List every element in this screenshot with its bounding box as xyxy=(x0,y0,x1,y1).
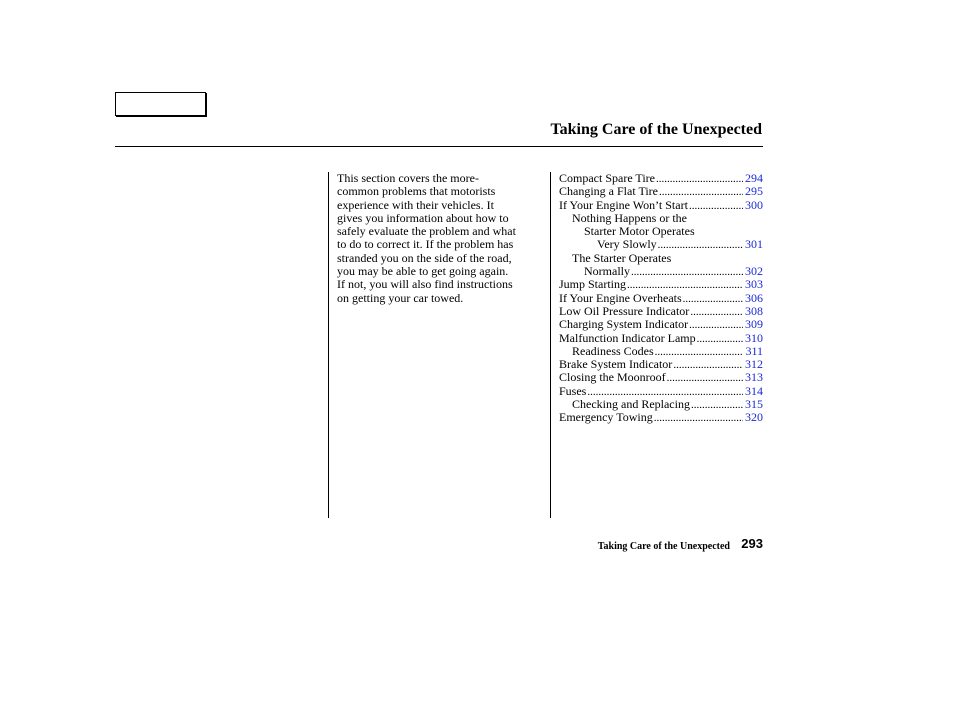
intro-line: gives you information about how to xyxy=(337,210,509,225)
toc-entry-label: Checking and Replacing xyxy=(572,397,690,412)
intro-line: safely evaluate the problem and what xyxy=(337,224,516,239)
toc-entry-label: Malfunction Indicator Lamp xyxy=(559,330,696,345)
toc-leader-dots xyxy=(697,333,743,346)
footer-section-label: Taking Care of the Unexpected xyxy=(597,541,730,552)
toc-entry[interactable] xyxy=(559,172,763,185)
toc-entry-label: Readiness Codes xyxy=(572,343,654,358)
toc-page-link[interactable]: 309 xyxy=(745,317,763,332)
toc-entry xyxy=(559,225,763,238)
toc-entry-label: Charging System Indicator xyxy=(559,317,689,332)
intro-line: stranded you on the side of the road, xyxy=(337,250,512,265)
table-of-contents xyxy=(559,172,763,425)
toc-entry[interactable] xyxy=(559,345,763,358)
toc-page-link[interactable]: 302 xyxy=(745,264,763,279)
intro-line: on getting your car towed. xyxy=(337,290,464,305)
toc-leader-dots xyxy=(689,319,743,332)
toc-entry[interactable] xyxy=(559,199,763,212)
toc-entry[interactable] xyxy=(559,305,763,318)
toc-page-link[interactable]: 320 xyxy=(745,410,763,425)
title-divider xyxy=(115,146,763,147)
toc-page-link[interactable]: 313 xyxy=(745,370,763,385)
toc-entry[interactable] xyxy=(559,332,763,345)
toc-leader-dots xyxy=(631,266,743,279)
toc-entry xyxy=(559,212,763,225)
toc-leader-dots xyxy=(689,200,743,213)
toc-entry[interactable] xyxy=(559,398,763,411)
intro-paragraph xyxy=(337,172,545,305)
toc-page-link[interactable]: 315 xyxy=(745,397,763,412)
toc-entry[interactable] xyxy=(559,278,763,291)
toc-entry-label: If Your Engine Won’t Start xyxy=(559,197,688,212)
toc-page-link[interactable]: 311 xyxy=(745,343,763,358)
page-title: Taking Care of the Unexpected xyxy=(550,121,762,138)
toc-entry[interactable] xyxy=(559,238,763,251)
intro-line: to do to correct it. If the problem has xyxy=(337,237,514,252)
toc-page-link[interactable]: 312 xyxy=(745,357,763,372)
toc-entry[interactable] xyxy=(559,318,763,331)
intro-line: This section covers the more- xyxy=(337,171,479,185)
toc-page-link[interactable]: 294 xyxy=(745,171,763,185)
toc-entry-label: Jump Starting xyxy=(559,277,627,292)
toc-entry-label: If Your Engine Overheats xyxy=(559,290,682,305)
toc-entry-label: Nothing Happens or the xyxy=(572,210,687,225)
toc-page-link[interactable]: 303 xyxy=(745,277,763,292)
toc-leader-dots xyxy=(654,412,743,425)
toc-page-link[interactable]: 306 xyxy=(745,290,763,305)
toc-page-link[interactable]: 310 xyxy=(745,330,763,345)
toc-leader-dots xyxy=(691,399,743,412)
toc-entry-label: Fuses xyxy=(559,383,587,398)
toc-leader-dots xyxy=(683,293,743,306)
intro-line: experience with their vehicles. It xyxy=(337,197,494,212)
toc-entry-label: Compact Spare Tire xyxy=(559,171,655,185)
toc-leader-dots xyxy=(690,306,743,319)
toc-leader-dots xyxy=(673,359,743,372)
toc-entry-label: Starter Motor Operates xyxy=(584,224,695,239)
toc-entry-label: Low Oil Pressure Indicator xyxy=(559,303,690,318)
toc-entry[interactable] xyxy=(559,185,763,198)
toc-entry[interactable] xyxy=(559,265,763,278)
toc-entry-label: Closing the Moonroof xyxy=(559,370,666,385)
toc-page-link[interactable]: 301 xyxy=(745,237,763,252)
toc-page-link[interactable]: 300 xyxy=(745,197,763,212)
intro-line: you may be able to get going again. xyxy=(337,264,509,279)
toc-entry-label: Normally xyxy=(584,264,630,279)
toc-entry-label: The Starter Operates xyxy=(572,250,672,265)
column-divider-left xyxy=(328,172,329,518)
toc-entry-label: Brake System Indicator xyxy=(559,357,673,372)
main-menu-button[interactable] xyxy=(115,92,206,116)
intro-line: If not, you will also find instructions xyxy=(337,277,513,292)
toc-entry-label: Very Slowly xyxy=(597,237,657,252)
toc-entry[interactable] xyxy=(559,385,763,398)
toc-page-link[interactable]: 295 xyxy=(745,184,763,199)
column-divider-right xyxy=(550,172,551,518)
toc-page-link[interactable]: 314 xyxy=(745,383,763,398)
intro-line: common problems that motorists xyxy=(337,184,496,199)
toc-entry-label: Changing a Flat Tire xyxy=(559,184,659,199)
toc-entry[interactable] xyxy=(559,292,763,305)
toc-entry[interactable] xyxy=(559,411,763,424)
toc-leader-dots xyxy=(667,372,743,385)
toc-entry[interactable] xyxy=(559,358,763,371)
toc-leader-dots xyxy=(656,173,743,186)
toc-entry-label: Emergency Towing xyxy=(559,410,653,425)
toc-entry xyxy=(559,252,763,265)
toc-page-link[interactable]: 308 xyxy=(745,303,763,318)
toc-entry[interactable] xyxy=(559,371,763,384)
page-number: 293 xyxy=(741,536,763,551)
